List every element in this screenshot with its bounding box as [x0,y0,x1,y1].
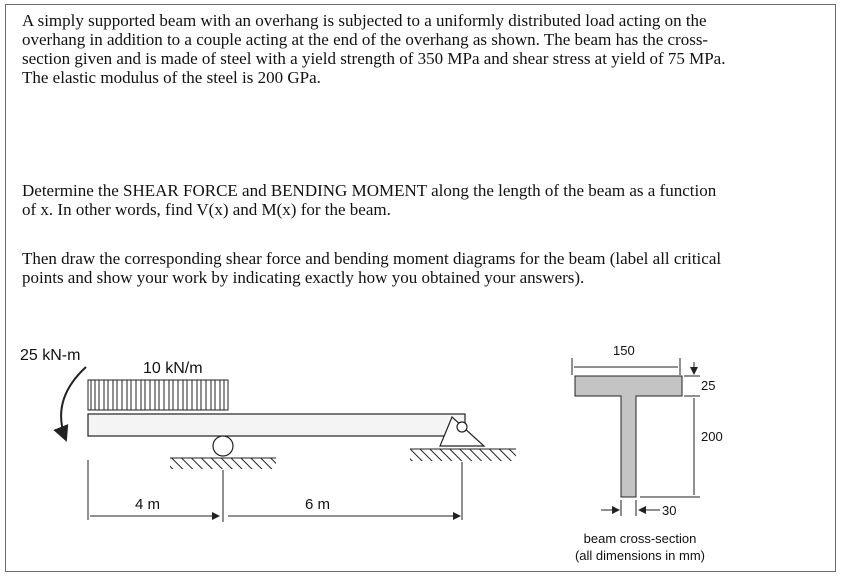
cross-section-caption-1: beam cross-section [583,531,697,546]
distributed-load-block [88,380,228,410]
cross-section-caption-2: (all dimensions in mm) [574,548,706,563]
task-instruction: Determine the SHEAR FORCE and BENDING MOMENT along the length of the beam as a function of x. In other words, find V(x) and M(x) for the beam. [22,181,717,219]
span-left-label: 4 m [135,496,161,513]
roller-support [170,436,276,469]
t-section-shape [575,376,682,497]
web-thickness-label: 30 [662,503,677,518]
flange-thickness-label: 25 [701,378,716,393]
span-right-label: 6 m [305,496,331,513]
web-height-label: 200 [701,429,723,444]
beam [88,414,465,436]
cross-section-diagram [572,343,723,563]
load-label: 10 kN/m [143,360,203,377]
diagram-instruction: Then draw the corresponding shear force and bending moment diagrams for the beam (label all critical points and show your work by indicating exactly how you obtained your answers). [22,249,722,287]
beam-diagram [20,347,516,522]
couple-label: 25 kN-m [20,347,81,364]
couple-arrow [61,367,86,440]
flange-width-label: 150 [613,343,635,358]
problem-statement: A simply supported beam with an overhang is subjected to a uniformly distributed load acting on the overhang in addition to a couple acting at the end of the overhang as shown. The beam has the cross-section given and is made of steel with a yield strength of 350 MPa and shear stress at yield of 75 MPa. The elastic modulus of the steel is 200 GPa. [22,11,726,87]
